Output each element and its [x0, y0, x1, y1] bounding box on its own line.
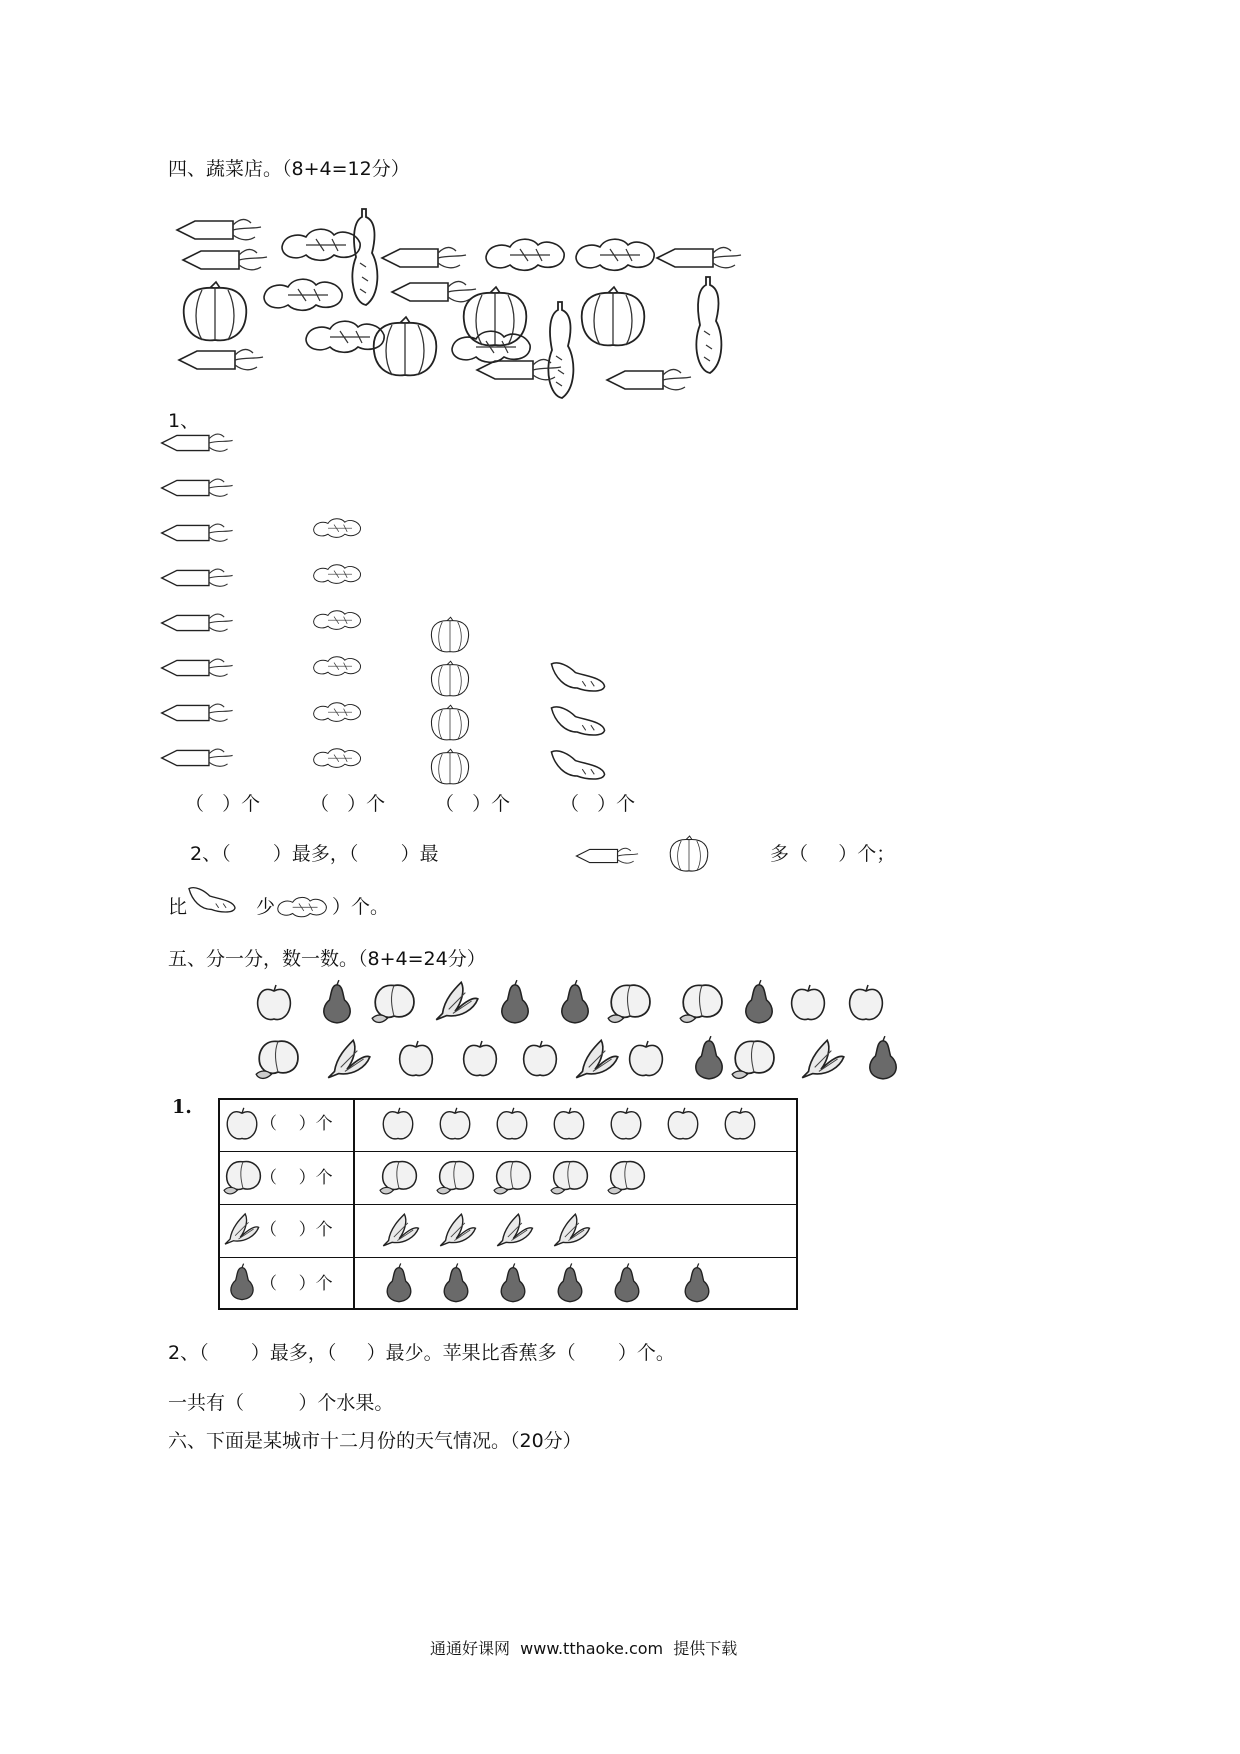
carrot-icon: [170, 215, 270, 245]
gourd-icon: [548, 746, 608, 782]
count-blank-carrot[interactable]: （ ）个: [185, 793, 261, 815]
section5-q2: 2、（ ）最多，（ ）最少。苹果比香蕉多（ ）个。: [168, 1342, 675, 1364]
apple-icon: [437, 1106, 473, 1142]
fruit-table-row-line: [218, 1204, 798, 1205]
carrot-icon: [380, 243, 470, 273]
apple-icon: [224, 1106, 260, 1142]
section5-q1-label: 1.: [172, 1096, 192, 1118]
peach-icon: [492, 1158, 534, 1196]
carrot-icon: [575, 845, 641, 867]
cabbage-icon: [570, 233, 660, 273]
pear-icon: [740, 979, 778, 1025]
carrot-icon: [650, 243, 750, 273]
pumpkin-icon: [180, 280, 250, 344]
pumpkin-icon: [668, 834, 710, 874]
pear-icon: [226, 1262, 258, 1302]
section4-q2-line1-b: 多（ ）个；: [770, 843, 896, 865]
carrot-icon: [160, 475, 236, 501]
pumpkin-icon: [578, 285, 648, 349]
banana-icon: [796, 1033, 848, 1085]
apple-icon: [460, 1039, 500, 1079]
banana-icon: [378, 1208, 422, 1252]
cabbage-icon: [310, 604, 364, 634]
carrot-icon: [160, 565, 236, 591]
carrot-icon: [160, 430, 236, 456]
section4-q2-line2-b: 少: [256, 896, 276, 918]
fruit-table-row-line: [218, 1257, 798, 1258]
peach-icon: [549, 1158, 591, 1196]
pear-icon: [610, 1262, 644, 1304]
peach-icon: [606, 1158, 648, 1196]
peach-count-blank[interactable]: （ ）个: [260, 1168, 333, 1188]
gourd-icon: [346, 207, 382, 307]
apple-count-blank[interactable]: （ ）个: [260, 1114, 333, 1134]
apple-icon: [665, 1106, 701, 1142]
peach-icon: [435, 1158, 477, 1196]
pumpkin-icon: [428, 616, 472, 654]
carrot-icon: [160, 700, 236, 726]
section4-q1-label: 1、: [168, 410, 200, 432]
banana-icon: [549, 1208, 593, 1252]
vegetable-pictograph: [160, 430, 640, 780]
gourd-icon: [542, 300, 578, 400]
apple-icon: [396, 1039, 436, 1079]
pumpkin-icon: [428, 748, 472, 786]
carrot-icon: [176, 245, 276, 275]
cabbage-icon: [310, 742, 364, 772]
peach-icon: [378, 1158, 420, 1196]
banana-icon: [570, 1033, 622, 1085]
pear-icon: [496, 979, 534, 1025]
banana-count-blank[interactable]: （ ）个: [260, 1220, 333, 1240]
gourd-icon: [548, 702, 608, 738]
pear-icon: [556, 979, 594, 1025]
mixed-fruit-picture: [250, 975, 920, 1085]
vegetable-shop-picture: [170, 205, 770, 395]
pear-icon: [680, 1262, 714, 1304]
count-blank-cabbage[interactable]: （ ）个: [310, 793, 386, 815]
cabbage-icon: [258, 273, 348, 313]
peach-icon: [222, 1158, 264, 1196]
banana-icon: [492, 1208, 536, 1252]
section6-title: 六、下面是某城市十二月份的天气情况。（20分）: [168, 1430, 582, 1452]
section5-q3: 一共有（ ）个水果。: [168, 1392, 394, 1414]
apple-icon: [626, 1039, 666, 1079]
pumpkin-icon: [370, 315, 440, 379]
carrot-icon: [600, 365, 700, 395]
banana-icon: [435, 1208, 479, 1252]
carrot-icon: [160, 520, 236, 546]
cabbage-icon: [310, 558, 364, 588]
apple-icon: [551, 1106, 587, 1142]
banana-icon: [220, 1208, 262, 1250]
peach-icon: [370, 981, 418, 1025]
pumpkin-icon: [428, 704, 472, 742]
section4-q2-line2-c: ）个。: [332, 896, 390, 918]
pear-icon: [318, 979, 356, 1025]
banana-icon: [322, 1033, 374, 1085]
cabbage-icon: [310, 512, 364, 542]
fruit-table-row-line: [218, 1151, 798, 1152]
peach-icon: [254, 1037, 302, 1081]
peach-icon: [678, 981, 726, 1025]
pear-icon: [439, 1262, 473, 1304]
apple-icon: [254, 983, 294, 1023]
carrot-icon: [160, 610, 236, 636]
pear-icon: [690, 1035, 728, 1081]
carrot-icon: [160, 745, 236, 771]
pear-icon: [382, 1262, 416, 1304]
apple-icon: [608, 1106, 644, 1142]
gourd-icon: [186, 876, 238, 922]
pumpkin-icon: [428, 660, 472, 698]
cabbage-icon: [310, 696, 364, 726]
pear-icon: [864, 1035, 902, 1081]
pear-icon: [553, 1262, 587, 1304]
cabbage-icon: [480, 233, 570, 273]
section4-title: 四、蔬菜店。（8+4=12分）: [168, 158, 410, 180]
apple-icon: [380, 1106, 416, 1142]
cabbage-icon: [274, 890, 330, 922]
apple-icon: [788, 983, 828, 1023]
apple-icon: [494, 1106, 530, 1142]
peach-icon: [730, 1037, 778, 1081]
gourd-icon: [690, 275, 726, 375]
carrot-icon: [172, 345, 272, 375]
carrot-icon: [470, 355, 570, 385]
cabbage-icon: [310, 650, 364, 680]
apple-icon: [520, 1039, 560, 1079]
count-blank-gourd[interactable]: （ ）个: [560, 793, 636, 815]
section4-q2-line2-a: 比: [168, 896, 188, 918]
section4-q2-line1-a: 2、（ ）最多，（ ）最: [190, 843, 439, 865]
footer-text: 通通好课网 www.tthaoke.com 提供下载: [430, 1639, 738, 1658]
carrot-icon: [160, 655, 236, 681]
apple-icon: [722, 1106, 758, 1142]
apple-icon: [846, 983, 886, 1023]
section5-title: 五、分一分，数一数。（8+4=24分）: [168, 948, 486, 970]
gourd-icon: [548, 658, 608, 694]
banana-icon: [430, 975, 482, 1027]
peach-icon: [606, 981, 654, 1025]
count-blank-pumpkin[interactable]: （ ）个: [435, 793, 511, 815]
pear-icon: [496, 1262, 530, 1304]
pear-count-blank[interactable]: （ ）个: [260, 1274, 333, 1294]
